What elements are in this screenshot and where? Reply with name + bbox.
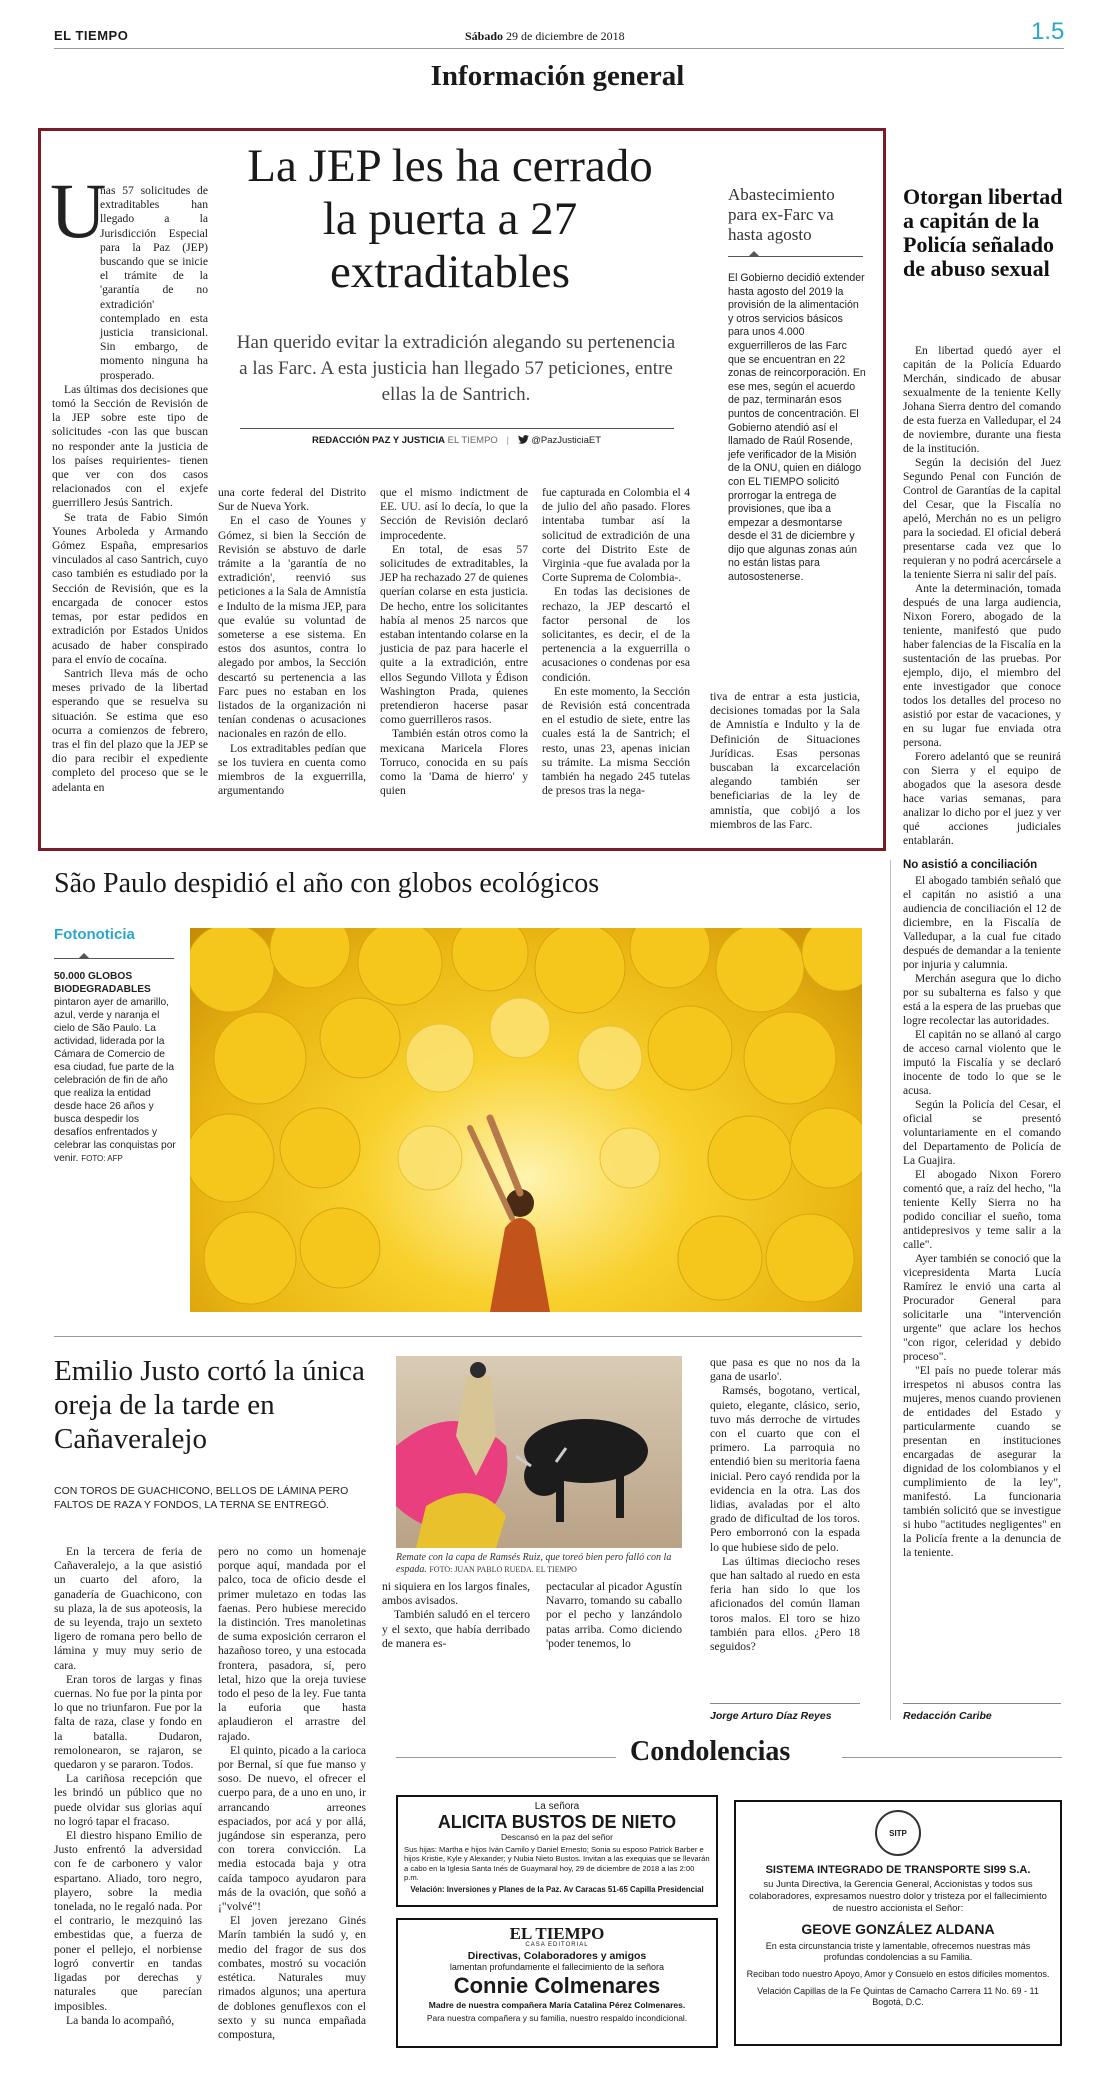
fotonoticia-label: Fotonoticia (54, 926, 135, 943)
bull-column-4 (546, 1580, 682, 1651)
bull-photo-caption (396, 1552, 682, 1576)
right-paragraph: Forero adelantó que se reunirá con Sierra y el equipo de abogados que la asesora desde hace varias semanas, para analizar lo dicho por el juez y ver qué acciones judiciales entablarán. (903, 751, 1061, 847)
masthead-rule (54, 48, 1064, 49)
sidebar-title: Abastecimiento para ex-Farc va hasta agosto (728, 185, 835, 244)
ad3-line2: En esta circunstancia triste y lamentable, ofrecemos nuestras más profundas condolencias a su Familia. (765, 1941, 1031, 1962)
right-headline: Otorgan libertad a capitán de la Policía señalado de abuso sexual (903, 184, 1063, 281)
bull-column-3 (382, 1580, 530, 1651)
ad2-logo: EL TIEMPO (509, 1924, 605, 1943)
right-body (903, 344, 1061, 1560)
lead-paragraph: fue capturada en Colombia el 4 de julio del año pasado. Flores intentaba tumbar así la solicitud de extradición de una corte del Distrito Este de Virginia -que fue avalada por la Corte Suprema de Colombia-. (542, 486, 690, 585)
date-day: Sábado (465, 29, 504, 43)
bull-paragraph: ni siquiera en los largos finales, ambos avisados. (382, 1580, 530, 1608)
bull-paragraph: La banda lo acompañó, (66, 2013, 175, 2027)
ad2-logo-sub: CASA EDITORIAL (525, 1942, 589, 1948)
lead-headline: La JEP les ha cerrado la puerta a 27 extraditables (247, 140, 653, 298)
ad2-line2: lamentan profundamente el fallecimiento de la señora (449, 1962, 665, 1972)
sitp-seal-icon (875, 1810, 921, 1856)
date-rest: 29 de diciembre de 2018 (506, 29, 625, 43)
twitter-handle[interactable]: @PazJusticiaET (531, 435, 602, 446)
condolence-ad-bustos (396, 1795, 718, 1907)
lead-paragraph: Santrich lleva más de ocho meses privado de la libertad esperando que se resuelva su situación. Se estima que eso ocurra a comienzos de febrero, tras el fin del plazo que la JEP se dio para recibir el expediente completo del proceso que se le adelanta en (52, 666, 208, 794)
balloons-photo (190, 928, 862, 1312)
right-paragraph: En libertad quedó ayer el capitán de la Policía Eduardo Merchán, sindicado de abusar sexualmente de la teniente Kelly Johana Sierra dentro del comando de esta fuerza en Valledupar, el 24 de noviembre, durante una fiesta de la institución. (903, 345, 1061, 455)
lead-paragraph: En este momento, la Sección de Revisión está concentrada en el estudio de siete, entre las cuales está la de Santrich; el resto, unas 23, apenas inician su trámite. La misma Sección también ha negado 245 tutelas de presos tras la nega- (542, 684, 690, 798)
condolences-rule-left (396, 1757, 616, 1758)
condolence-ad-colmenares (396, 1918, 718, 2048)
bull-paragraph: Las últimas dieciocho reses que han saltado al ruedo en esta feria han sido lo que los aficionados del común llaman toros malos. El toro se hizo también para ellos. ¿Pero 18 seguidos? (710, 1554, 860, 1654)
right-paragraph: "El país no puede tolerar más irrespetos ni abusos contra las mujeres, menos cuando provienen de entidades del Estado y particularmente cuando se presentan en instituciones encargadas de asegurar la dignidad de los colombianos y el cumplimiento de la ley", manifestó. La funcionaria también solicitó que se investigue si hubo "actitudes negligentes" en la Policía frente a la denuncia de la teniente. (903, 1365, 1061, 1559)
bull-paragraph: que pasa es que no nos da la gana de usarlo'. (710, 1356, 860, 1384)
right-subhead: No asistió a conciliación (903, 859, 1038, 871)
byline-rule (240, 428, 674, 429)
bull-paragraph: pero no como un homenaje porque aquí, mandada por el palco, toca de oficio desde el primer muletazo en todas las faenas. Pero hubiese merecido la distinción. Tres manoletinas de suma exposición cerraron el hazañoso toreo, y una estocada frontera, pasadora, sí, pero letal, hizo que la oreja tuviese todo el peso de la ley. Fue tanta la euforia que hasta aplaudieron el arrastre del rajado. (218, 1545, 366, 1743)
ad1-pre: La señora (534, 1801, 580, 1812)
bull-deck: CON TOROS DE GUACHICONO, BELLOS DE LÁMINA PERO FALTOS DE RAZA Y FONDOS, LA TERNA SE ENTREGÓ. (54, 1485, 349, 1511)
byline-author: REDACCIÓN PAZ Y JUSTICIA (312, 435, 446, 446)
bull-photo-caption-text: Remate con la capa de Ramsés Ruiz, que toreó bien pero falló con la espada. (396, 1552, 672, 1575)
lead-column-1 (52, 184, 208, 795)
bull-column-5 (710, 1356, 860, 1654)
byline-separator: | (506, 435, 509, 446)
right-paragraph: Según la Policía del Cesar, el oficial se presentó voluntariamente en el comando del Departamento de Policía de La Guajira. (903, 1099, 1061, 1167)
right-author: Redacción Caribe (903, 1710, 992, 1722)
issue-date (465, 29, 625, 44)
photo-caption (54, 970, 178, 1165)
lead-column-3 (380, 486, 528, 798)
bull-paragraph: La cariñosa recepción que les brindó un público que no puede olvidar sus glorias aquí no logró tapar el fracaso. (54, 1772, 202, 1828)
right-paragraph: Según la decisión del Juez Segundo Penal con Función de Control de Garantías de la capital del Cesar, que la Fiscalía no apeló, Merchán no es un peligro para la sociedad. El oficial deberá presentarse cada vez que lo requieran y no podrá acercársele a la teniente Sierra ni salir del país. (903, 457, 1061, 581)
section-title: Información general (430, 60, 685, 92)
byline-org: EL TIEMPO (447, 435, 498, 446)
ad3-line1: su Junta Directiva, la Gerencia General, Accionistas y todos sus colaboradores, expresamos nuestro dolor y tristeza por el fallecimiento de nuestro accionista el Señor: (749, 1879, 1047, 1914)
bull-column-1 (54, 1545, 202, 2028)
ad1-body: Sus hijas: Martha e hijos Iván Camilo y Daniel Ernesto; Sonia su esposo Patrick Barber e hijos Kristie, Kyle y Alexander; y Nubia Nieto Bustos. Invitan a las exequias que se llevarán a cabo en la Iglesia Santa Inés de Guaymaral hoy, 29 de diciembre de 2018 a las 2:00 p.m. (404, 1845, 710, 1883)
bull-paragraph: En la tercera de feria de Cañaveralejo, a la que asistió un cuarto del aforo, la ganadería de Guachicono, con su plaza, la de sus apoteosis, la de su leyenda, trajo un sexteto ligero de romana pero bello de lámina y muy muy serio de cara. (54, 1545, 202, 1672)
caption-text: pintaron ayer de amarillo, azul, verde y naranja el cielo de São Paulo. La actividad, liderada por la Cámara de Comercio de esa ciudad, fue parte de la celebración de fin de año que realiza la entidad desde hace 26 años y busca despedir los desafíos enfrentados y celebrar las conquistas por venir. (54, 997, 176, 1164)
sitp-seal-text: SITP (889, 1828, 907, 1838)
caption-title: 50.000 GLOBOS BIODEGRADABLES (54, 971, 151, 995)
drop-cap: U (50, 167, 107, 254)
lead-paragraph: Se trata de Fabio Simón Younes Arboleda y Armando Gómez España, empresarios vinculados al caso Santrich, cuyo caso también es estudiado por la Sección de Revisión, que es la encargada de conocer estos temas, por estar pedidos en extradición por Estados Unidos acusado de haber conspirado para el envío de cocaína. (52, 510, 208, 666)
bull-photo-credit: FOTO: JUAN PABLO RUEDA. EL TIEMPO (429, 1565, 577, 1574)
bullfight-illustration (396, 1356, 682, 1548)
caption-credit: FOTO: AFP (81, 1154, 123, 1163)
lead-paragraph: una corte federal del Distrito Sur de Nueva York. (218, 486, 366, 514)
sidebar-body: El Gobierno decidió extender hasta agosto del 2019 la provisión de la alimentación y otros servicios básicos para unos 4.000 exguerrilleros de las Farc que se encuentran en 22 zonas de reincorporación. En ese mes, según el acuerdo de paz, terminarán esos puntos de concentración. El Gobierno atendió así el llamado de Raúl Rosende, jefe verificador de la Misión de la ONU, quien en diálogo con EL TIEMPO solicitó prorrogar la entrega de provisiones, que iba a empezar a desmontarse desde el 31 de diciembre y dijo que algunas zonas aún no están listas para autosostenerse. (728, 272, 866, 584)
lead-paragraph: nas 57 solicitudes de extraditables han llegado a la Jurisdicción Especial para la Paz (JEP) buscando que se inicie el trámite de la 'garantía de no extradición' contemplado en esta justicia transicional. Sin embargo, de momento ninguna ha prosperado. (100, 184, 208, 382)
lead-paragraph: Los extraditables pedían que se los tuviera en cuenta como miembros de la exguerrilla, argumentando (218, 741, 366, 798)
right-paragraph: Ante la determinación, tomada después de una larga audiencia, Nixon Forero, abogado de la teniente, manifestó que pudo haber falencias de la Fiscalía en la sustentación de las pruebas. Por ejemplo, dijo, el miembro del ente investigador que conoce todos los detalles del proceso no asistió por estar de vacaciones, y en su lugar fue enviada otra persona. (903, 583, 1061, 749)
sidebar-pointer-icon (748, 251, 760, 257)
person-figure (490, 1218, 550, 1312)
ad1-rest: Descansó en la paz del señor (501, 1832, 613, 1842)
fotonoticia-rule (54, 958, 174, 959)
lead-column-5 (710, 690, 860, 832)
lead-paragraph: Las últimas dos decisiones que tomó la Sección de Revisión de la JEP sobre este tipo de solicitudes -con las que buscan no responder ante la justicia de los países requirientes- tienen que ver con dos casos relacionados con el exjefe guerrillero Jesús Santrich. (52, 382, 208, 510)
condolences-title: Condolencias (630, 1736, 791, 1767)
right-author-rule (903, 1703, 1061, 1704)
ad3-line3: Reciban todo nuestro Apoyo, Amor y Consuelo en estos difíciles momentos. (746, 1969, 1050, 1979)
lead-column-4 (542, 486, 690, 798)
condolence-ad-sitp (734, 1800, 1062, 2046)
right-paragraph: Ayer también se conoció que la vicepresidenta Marta Lucía Ramírez le envió una carta al Procurador General para solicitarle una "intervención urgente" que aclare los hechos "con rigor, celeridad y debido proceso". (903, 1253, 1061, 1363)
bull-paragraph: Eran toros de largas y finas cuernas. No fue por la pinta por lo que no triunfaron. Fue por la falta de raza, clase y fondo en la batalla. Dudaron, remolonearon, se rajaron, se quedaron y se pararon. Todos. (54, 1672, 202, 1772)
lead-column-2 (218, 486, 366, 798)
lead-paragraph: También están otros como la mexicana Maricela Flores Torruco, conocida en su país como la 'Dama de hierro' y quien (380, 727, 528, 798)
lead-paragraph: que el mismo indictment de EE. UU. así lo decía, lo que la Sección de Revisión declaró improcedente. (380, 486, 528, 542)
bull-author-rule (710, 1703, 860, 1704)
ad2-line1: Directivas, Colaboradores y amigos (467, 1950, 647, 1962)
right-paragraph: Merchán asegura que lo dicho por su subalterna es falso y que está a la espera de las pruebas que logre recolectar las autoridades. (903, 973, 1061, 1027)
ad2-line4: Para nuestra compañera y su familia, nuestro respaldo incondicional. (426, 2013, 688, 2023)
lead-paragraph: En todas las decisiones de rechazo, la JEP descartó el factor personal de los solicitantes, es decir, el de la pertenencia a la exguerrilla o acusaciones o condenas por esa condición. (542, 585, 690, 684)
lead-subhead: Han querido evitar la extradición alegando su pertenencia a las Farc. A esta justicia han llegado 57 peticiones, entre ellas la de Santrich. (236, 332, 676, 405)
lead-paragraph: En el caso de Younes y Gómez, si bien la Sección de Revisión se abstuvo de darle trámite a la 'garantía de no extradición', reenvió sus peticiones a la Sala de Amnistía e Indulto de la misma JEP, para que evalúe su voluntad de someterse a ese sistema. En estos dos asuntos, contra lo alegado por ambos, la Sección descartó su pertenencia a las Farc pues no estaban en los listados de la organización ni tenían condenas o acusaciones nacionales en razón de ello. (218, 514, 366, 741)
right-paragraph: El capitán no se allanó al cargo de acceso carnal violento que le imputó la Fiscalía y se declaró inocente de todo lo que se le acusa. (903, 1029, 1061, 1097)
bull-paragraph: pectacular al picador Agustín Navarro, tomando su caballo por el pecho y lanzándolo patas arriba. Como diciendo 'poder tenemos, lo (546, 1580, 682, 1650)
bullfight-photo (396, 1356, 682, 1548)
page-number: 1.5 (1031, 18, 1065, 45)
bull-author: Jorge Arturo Díaz Reyes (710, 1710, 832, 1722)
balloons-illustration (190, 928, 862, 1312)
lead-byline (312, 435, 601, 446)
ad3-name: GEOVE GONZÁLEZ ALDANA (801, 1921, 995, 1937)
ad1-velacion: Velación: Inversiones y Planes de la Paz. Av Caracas 51-65 Capilla Presidencial (410, 1884, 704, 1894)
fotonoticia-pointer-icon (78, 953, 90, 959)
photo-bottom-rule (54, 1336, 862, 1337)
right-paragraph: El abogado Nixon Forero comentó que, a raíz del hecho, "la teniente Kelly Sierra no ha podido conciliar el sueño, toma antidepresivos y teme salir a la calle". (903, 1169, 1061, 1251)
lead-paragraph: tiva de entrar a esta justicia, decisiones tomadas por la Sala de Amnistía e Indulto y la de Definición de Situaciones Jurídicas. Esas personas buscaban la excarcelación alegando también ser beneficiarias de la ley de amnistía, que cobijó a los miembros de las Farc. (710, 690, 860, 831)
bull-paragraph: El joven jerezano Ginés Marín también la sudó y, en medio del fragor de sus dos combates, mostró su vocación estética. Naturales muy rimados algunos; una apertura de doblones genuflexos con el sexto y su nunca empañada compostura, (218, 1914, 366, 2041)
ad2-name: Connie Colmenares (453, 1973, 661, 1998)
ad1-name: ALICITA BUSTOS DE NIETO (437, 1812, 677, 1832)
bull-paragraph: También saludó en el tercero y el sexto, que había derribado de manera es- (382, 1608, 530, 1650)
ad2-line3: Madre de nuestra compañera María Catalina Pérez Colmenares. (428, 2000, 686, 2010)
condolences-rule-right (842, 1757, 1062, 1758)
bull-headline: Emilio Justo cortó la única oreja de la tarde en Cañaveralejo (54, 1355, 365, 1455)
bull-column-2 (218, 1545, 366, 2042)
paper-name: EL TIEMPO (54, 28, 129, 43)
bull-paragraph: El diestro hispano Emilio de Justo enfrentó la adversidad con fe de carbonero y valor espartano. Aliado, toro negro, playero, sobre la media tonelada, no le regaló nada. Por el contrario, le mezquinó las embestidas que, a fuerza de poner el pellejo, el norbiense logró convertir en tandas ligadas por derechas y naturales que parecían imposibles. (54, 1829, 202, 2013)
photo-headline: São Paulo despidió el año con globos ecológicos (54, 868, 600, 899)
ad3-line4: Velación Capillas de la Fe Quintas de Camacho Carrera 11 No. 69 - 11 Bogotá, D.C. (757, 1986, 1039, 2007)
right-paragraph: El abogado también señaló que el capitán no asistió a una audiencia de conciliación el 12 de diciembre, en la Fiscalía de Valledupar, a la cual fue citado después de demandar a la teniente por injuria y calumnia. (903, 875, 1061, 971)
bull-paragraph: El quinto, picado a la carioca por Bernal, sí que fue manso y soso. De nuevo, el ofrecer el cuerpo para, de a uno en uno, ir arrancando arreones espaciados, por acá y por allá, jugándose sin esperanza, pero con torera convicción. La media estocada baja y otra caída tampoco ayudaron para más de la ovación, que soñó a ¡"volvé"! (218, 1743, 366, 1914)
twitter-icon (518, 435, 529, 444)
right-column-divider (890, 860, 891, 1720)
ad3-org: SISTEMA INTEGRADO DE TRANSPORTE SI99 S.A. (765, 1864, 1031, 1876)
lead-paragraph: En total, de esas 57 solicitudes de extraditables, la JEP ha rechazado 27 de quienes querían colarse en esta justicia. De hecho, entre los solicitantes había al menos 25 narcos que estaban intentando colarse en la justicia de paz para hacerle el quite a la extradición, entre ellos Segundo Villota y Édison Washington Prada, quienes pretendieron hacerse pasar como guerrilleros rasos. (380, 542, 528, 727)
bull-paragraph: Ramsés, bogotano, vertical, quieto, elegante, clásico, serio, tuvo más derroche de virtudes con el cuarto que con el primero. La parroquia no entendió bien su meritoria faena inicial. Pero cayó rendida por la evidencia en la otra. Las dos lidias, avaladas por el alto grado de dificultad de los toros. Pero emborronó con la espada lo que hubiese sido de pelo. (710, 1384, 860, 1554)
